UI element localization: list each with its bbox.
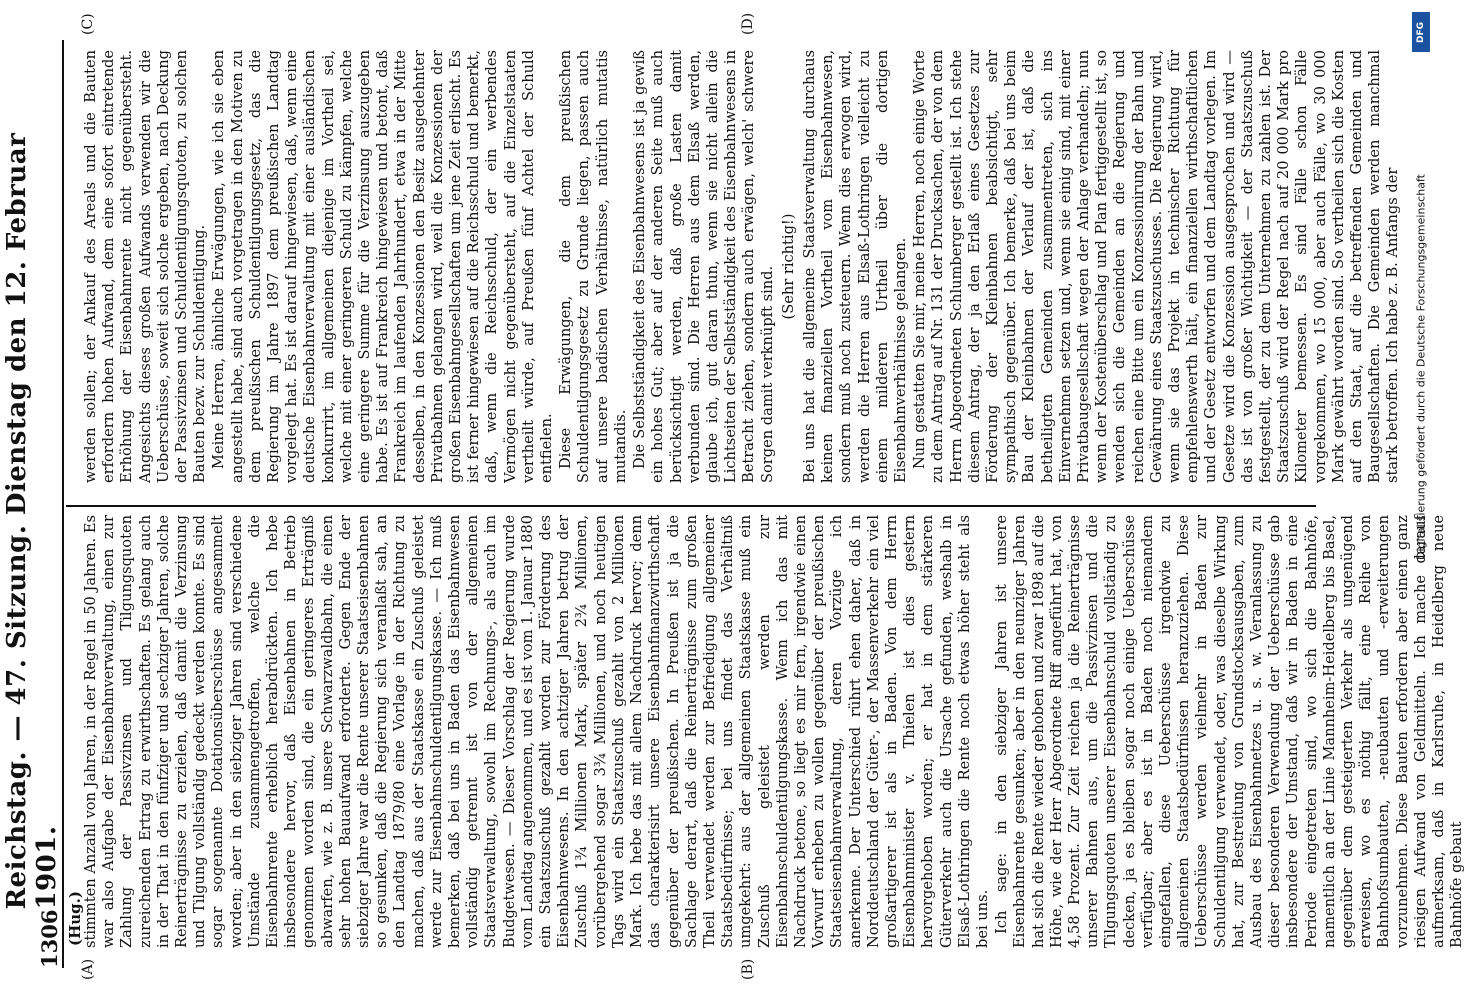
paragraph: Ich sage: in den siebziger Jahren ist unsere Eisenbahnrente gesunken; aber in den neunziger Jahren hat sich die Rente wieder gehoben und zwar 1898 auf die Höhe, wie der Herr Abgeordnete Riff angeführt hat, von 4,58 Prozent. Zur Zeit reichen ja die Reinerträgnisse unserer Bahnen aus, um die Passivzinsen und die Tilgungsquoten unserer Eisenbahnschuld vollständig zu decken, ja es bleiben sogar noch einige Ueberschüsse verfügbar; aber es ist in Baden noch niemandem eingefallen, diese Ueberschüsse irgendwie zu allgemeinen Staatsbedürfnissen heranzuziehen. Diese Ueberschüsse werden vielmehr in Baden zur Schuldentilgung verwendet, oder, was dieselbe Wirkung hat, zur Bestreitung von Grundstocksausgaben, zum Ausbau des Eisenbahnnetzes u. s. w. Veranlassung zu dieser besonderen Verwendung der Ueberschüsse gab insbesondere der Umstand, daß wir in Baden in eine Periode eingetreten sind, wo sich die Bahnhöfe, namentlich an der Linie Mannheim-Heidelberg bis Basel, gegenüber dem gesteigerten Verkehr als ungenügend erweisen, wo es nöthig fällt, eine Reihe von Bahnhofsumbauten, -neubauten und -erweiterungen vorzunehmen. Diese Bauten erfordern aber einen ganz riesigen Aufwand von Geldmitteln. Ich mache darauf aufmerksam, daß in Karlsruhe, in Heidelberg neue Bahnhöfe gebaut <box>993 515 1466 948</box>
running-title: Reichstag. — 47. Sitzung. Dienstag den 12. Februar 1901. <box>2 132 62 910</box>
paragraph: Die Selbstständigkeit des Eisenbahnwesens ist ja gewiß ein hohes Gut; aber auf der anderen Seite muß auch berücksichtigt werden, daß große Lasten damit verbunden sind. Die Herren aus dem Elsaß werden, glaube ich, gut daran thun, wenn sie nicht allein die Lichtseiten der Selbstständigkeit des Eisenbahnwesens in Betracht ziehen, sondern auch erwägen, welch' schwere Sorgen damit verknüpft sind. <box>631 50 776 483</box>
speaker-tag: (Hug.) <box>66 891 84 946</box>
interjection: (Sehr richtig!) <box>779 213 797 320</box>
margin-marker-c: (C) <box>80 13 96 35</box>
page-header <box>2 40 64 968</box>
column-divider <box>66 505 1316 507</box>
digitization-sidebar <box>1408 4 1434 996</box>
margin-marker-b: (B) <box>740 958 756 980</box>
margin-marker-a: (A) <box>80 958 96 980</box>
dfg-logo: DFG <box>1412 12 1430 52</box>
margin-marker-d: (D) <box>740 12 756 35</box>
paragraph: Bei uns hat die allgemeine Staatsverwaltung durchaus keinen finanziellen Vortheil vom Eisenbahnwesen, sondern muß noch zusteuern. Wenn dies erwogen wird, werden die Herren aus Elsaß-Lothringen vielleicht zu einem milderen Urtheil über die dortigen Eisenbahnverhältnisse gelangen. <box>800 50 909 483</box>
paragraph: Nun gestatten Sie mir, meine Herren, noch einige Worte zu dem Antrag auf Nr. 131 der Drucksachen, der von dem Herrn Abgeordneten Schlumberger gestellt ist. Ich stehe diesem Antrag, der ja den Erlaß eines Gesetzes zur Förderung der Kleinbahnen beabsichtigt, sehr sympathisch gegenüber. Ich bemerke, daß bei uns beim Bau der Kleinbahnen der Verlauf der ist, daß die betheiligten Gemeinden zusammentreten, sich ins Einvernehmen setzen und, wenn sie einig sind, mit einer Privatbaugesellschaft wegen der Anlage verhandeln; nun wenn der Kostenüberschlag und Plan fertiggestellt ist, so wenden sich die Gemeinden an die Regierung und reichen eine Bitte um ein Konzessionirung der Bahn und Gewährung eines Staatszuschusses. Die Regierung wird, wenn sie das Projekt in technischer Richtung für empfehlenswerth hält, ein finanziellen wirthschaftlichen und der Gesetz entworfen und dem Landtag vorlegen. Im Gesetze wird die Konzession ausgesprochen und wird — das ist von großer Wichtigkeit — der Staatszuschuß festgestellt, der zu dem Unternehmen zu zahlen ist. Der Staatszuschuß wird der Regel nach auf 20 000 Mark pro Kilometer bemessen. Es sind Fälle schon Fälle vorgekommen, wo 15 000, aber auch Fälle, wo 30 000 Mark gewährt worden sind. So vertheilen sich die Kosten auf den Staat, auf die betreffenden Gemeinden und Baugesellschaften. Die Gemeinden werden manchmal stark betroffen. Ich habe z. B. Anfangs der <box>911 50 1402 483</box>
page-number: 1306 <box>37 909 62 968</box>
paragraph: werden sollen; der Ankauf des Areals und die Bauten erfordern hohen Aufwand, dem eine sofort eintretende Erhöhung der Eisenbahnrente nicht gegenübersteht. Angesichts dieses großen Aufwands verwenden wir die Ueberschüsse, soweit sich solche ergeben, nach Deckung der Passivzinsen und Schuldentilgungsquoten, zu solchen Bauten bezw. zur Schuldentilgung. <box>82 50 209 483</box>
paragraph: Diese Erwägungen, die dem preußischen Schuldentilgungsgesetz zu Grunde liegen, passen auch auf unsere badischen Verhältnisse, natürlich mutatis mutandis. <box>557 50 629 483</box>
digitization-note: Digitalisierung gefördert durch die Deutsche Forschungsgemeinschaft <box>1414 174 1428 560</box>
left-column <box>82 515 1466 948</box>
right-column <box>82 50 1402 483</box>
paragraph: stimmten Anzahl von Jahren, in der Regel in 50 Jahren. Es war also Aufgabe der Eisenbahnverwaltung, einen zur Zahlung der Passivzinsen und Tilgungsquoten zureichenden Ertrag zu erwirthschaften. Es gelang auch in der That in den fünfziger und sechziger Jahren, solche Reinerträgnisse zu erzielen, daß damit die Verzinsung und Tilgung vollständig gedeckt werden konnte. Es sind sogar sogenannte Dotationsüberschüsse angesammelt worden; aber in den siebziger Jahren sind verschiedene Umstände zusammengetroffen, welche die Eisenbahnrente erheblich herabdrückten. Ich hebe insbesondere hervor, daß Eisenbahnen in Betrieb genommen worden sind, die ein geringeres Erträgniß abwarfen, wie z. B. unsere Schwarzwaldbahn, die einen sehr hohen Bauaufwand erforderte. Gegen Ende der siebziger Jahre war die Rente unserer Staatseisenbahnen so gesunken, daß die Regierung sich veranlaßt sah, an den Landtag 1879/80 eine Vorlage in der Richtung zu machen, daß aus der Staatskasse ein Zuschuß geleistet werde zur Eisenbahnschuldentilgungskasse. — Ich muß bemerken, daß bei uns in Baden das Eisenbahnwesen vollständig getrennt ist von der allgemeinen Staatsverwaltung, sowohl im Rechnungs-, als auch im Budgetwesen. — Dieser Vorschlag der Regierung wurde vom Landtag angenommen, und es ist vom 1. Januar 1880 ein Staatszuschuß gezahlt worden zur Förderung des Eisenbahnwesens. In den achtziger Jahren betrug der Zuschuß 1¾ Millionen Mark, später 2¾ Millionen, vorübergehend sogar 3¾ Millionen, und noch heutigen Tags wird ein Staatszuschuß gezahlt von 2 Millionen Mark. Ich hebe das mit allem Nachdruck hervor; denn das charakterisirt unsere Eisenbahnfinanzwirthschaft gegenüber der preußischen. In Preußen ist ja die Sachlage derart, daß die Reinerträgnisse zum großen Theil verwendet werden zur Befriedigung allgemeiner Staatsbedürfnisse; bei uns findet das Verhältniß umgekehrt: aus der allgemeinen Staatskasse muß ein Zuschuß geleistet werden zur Eisenbahnschuldentilgungskasse. Wenn ich das mit Nachdruck betone, so liegt es mir fern, irgendwie einen Vorwurf erheben zu wollen gegenüber der preußischen Staatseisenbahnverwaltung, deren Vorzüge ich anerkenne. Der Unterschied rührt ehen daher, daß in Norddeutschland der Güter-, der Massenverkehr ein viel großartigerer ist als in Baden. Von dem Herrn Eisenbahnminister v. Thielen ist dies gestern hervorgehoben worden; er hat in dem stärkeren Güterverkehr auch die Ursache gefunden, weshalb in Elsaß-Lothringen die Rente noch etwas höher steht als bei uns. <box>82 515 991 948</box>
paragraph: Meine Herren, ähnliche Erwägungen, wie ich sie eben angestellt habe, sind auch vorgetragen in den Motiven zu dem preußischen Schuldentilgungsgesetz, das die Regierung im Jahre 1897 dem preußischen Landtag vorgelegt hat. Es ist darauf hingewiesen, daß, wenn eine deutsche Eisenbahnverwaltung mit einer ausländischen konkurrirt, im allgemeinen diejenige im Vortheil sei, welche mit einer geringeren Schuld zu kämpfen, welche eine geringere Summe für die Verzinsung auszugeben habe. Es ist auf Frankreich hingewiesen und betont, daß Frankreich im laufenden Jahrhundert, etwa in der Mitte desselben, in den Konzessionen den Besitz ausgedehnter Privatbahnen gelangen wird, weil die Konzessionen der großen Eisenbahngesellschaften um jene Zeit erlischt. Es ist ferner hingewiesen auf die Reichsschuld und bemerkt, daß, wenn die Reichsschuld, der ein werbendes Vermögen nicht gegenübersteht, auf die Einzelstaaten vertheilt würde, auf Preußen fünf Achtel der Schuld entfielen. <box>210 50 556 483</box>
